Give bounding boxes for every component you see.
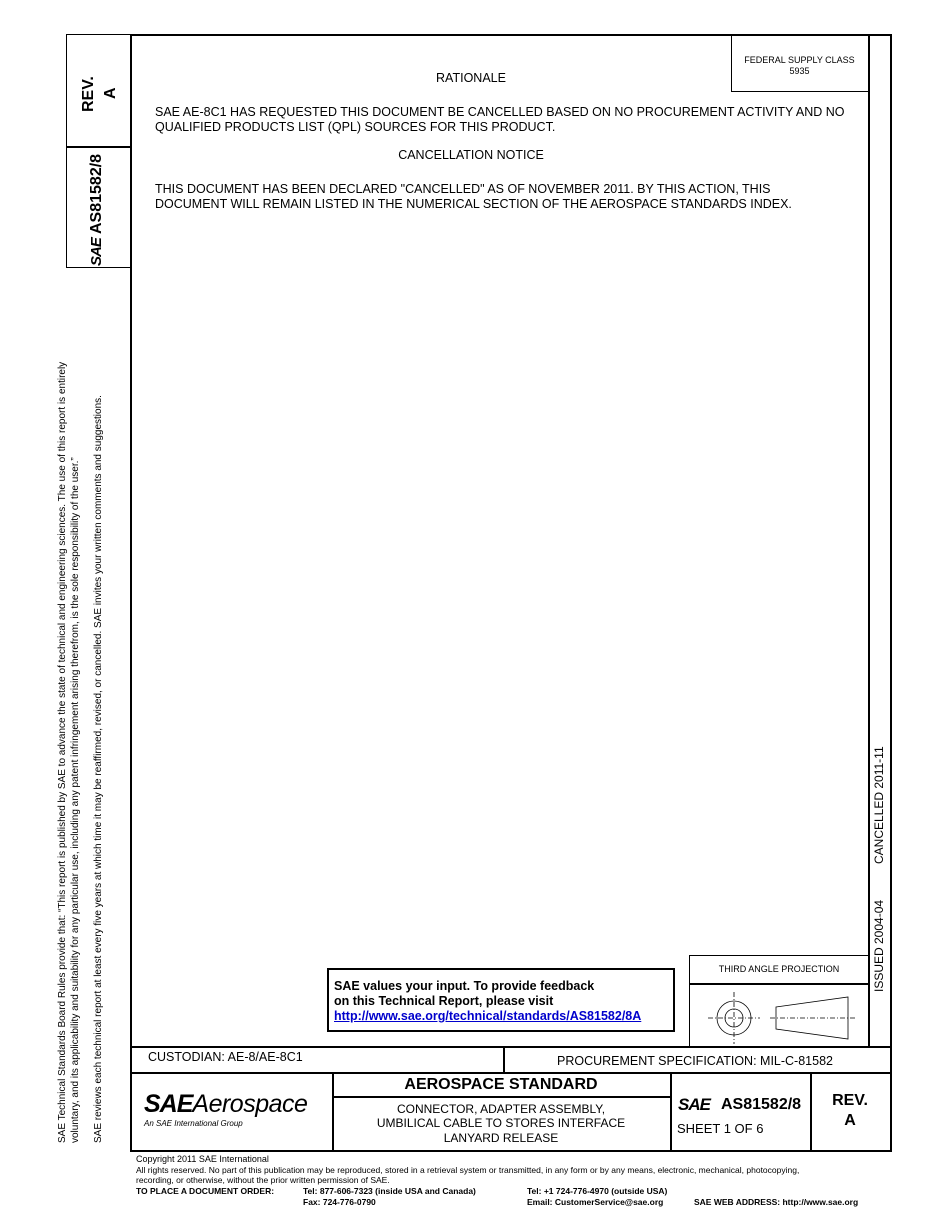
side-sae-logo: SAE xyxy=(88,238,105,266)
projection-symbol xyxy=(690,985,868,1047)
title-line1: CONNECTOR, ADAPTER ASSEMBLY, xyxy=(396,1102,606,1116)
cancellation-text-1: THIS DOCUMENT HAS BEEN DECLARED "CANCELLED" AS OF NOVEMBER 2011. BY THIS ACTION, THIS xyxy=(155,182,771,196)
footer-fax: Fax: 724-776-0790 xyxy=(303,1197,376,1207)
projection-label: THIRD ANGLE PROJECTION xyxy=(718,964,840,974)
procurement-spec: PROCUREMENT SPECIFICATION: MIL-C-81582 xyxy=(557,1054,833,1068)
frame-left xyxy=(130,34,132,1152)
title-rev-label: REV. xyxy=(832,1092,868,1109)
title-doc-number: AS81582/8 xyxy=(721,1096,802,1113)
title-rev-value: A xyxy=(844,1112,856,1129)
footer-web: SAE WEB ADDRESS: http://www.sae.org xyxy=(694,1197,859,1207)
feedback-line2: on this Technical Report, please visit xyxy=(334,994,554,1008)
logo-tagline: An SAE International Group xyxy=(144,1119,243,1128)
footer-copyright: Copyright 2011 SAE International xyxy=(136,1154,269,1164)
footer-tel-usa: Tel: 877-606-7323 (inside USA and Canada) xyxy=(303,1186,476,1196)
sheet-number: SHEET 1 OF 6 xyxy=(677,1121,764,1136)
feedback-line1: SAE values your input. To provide feedback xyxy=(334,979,595,993)
side-rev-label: REV. xyxy=(80,76,97,112)
feedback-content xyxy=(334,979,641,1024)
title-sae-logo: SAE xyxy=(678,1095,710,1114)
footer-order-label: TO PLACE A DOCUMENT ORDER: xyxy=(136,1186,275,1196)
footer-email: Email: CustomerService@sae.org xyxy=(527,1197,664,1207)
rationale-text-1: SAE AE-8C1 HAS REQUESTED THIS DOCUMENT BE CANCELLED BASED ON NO PROCUREMENT ACTIVITY AND NO xyxy=(155,105,845,119)
rationale-heading: RATIONALE xyxy=(436,71,506,85)
title-heading: AEROSPACE STANDARD xyxy=(404,1076,598,1093)
frame-right-inner xyxy=(868,34,870,1046)
footer-rights-2: recording, or otherwise, without the prior written permission of SAE. xyxy=(136,1175,390,1185)
custodian-top-line xyxy=(130,1046,892,1048)
side-rev-box xyxy=(66,34,132,148)
footer-tel-outside: Tel: +1 724-776-4970 (outside USA) xyxy=(527,1186,668,1196)
cancelled-date: CANCELLED 2011-11 xyxy=(872,746,886,864)
title-num-divider xyxy=(670,1072,672,1152)
title-bottom-line xyxy=(130,1150,892,1152)
title-line3: LANYARD RELEASE xyxy=(443,1131,559,1145)
federal-supply-label: FEDERAL SUPPLY CLASS xyxy=(744,55,855,65)
legal-notice-line2: voluntary, and its applicability and suitability for any particular use, including any patent infringement arising therefrom, is the sole responsibility of the user.” xyxy=(70,457,81,1143)
custodian-text: CUSTODIAN: AE-8/AE-8C1 xyxy=(148,1050,303,1064)
logo-aerospace: Aerospace xyxy=(192,1090,308,1118)
rationale-text-2: QUALIFIED PRODUCTS LIST (QPL) SOURCES FOR THIS PRODUCT. xyxy=(155,120,556,134)
frame-right-outer xyxy=(890,34,892,1152)
side-rev-value: A xyxy=(102,87,119,99)
side-doc-number: AS81582/8 xyxy=(88,153,105,234)
federal-supply-code: 5935 xyxy=(789,66,810,76)
cancellation-text-2: DOCUMENT WILL REMAIN LISTED IN THE NUMERICAL SECTION OF THE AEROSPACE STANDARDS INDEX. xyxy=(155,197,792,211)
footer-rights-1: All rights reserved. No part of this publication may be reproduced, stored in a retrieval system or transmitted, in any form or by any means, electronic, mechanical, photocopying, xyxy=(136,1165,800,1175)
review-notice: SAE reviews each technical report at least every five years at which time it may be reaffirmed, revised, or cancelled. SAE invites your written comments and suggestions. xyxy=(93,395,104,1143)
feedback-link[interactable]: http://www.sae.org/technical/standards/AS81582/8A xyxy=(334,1009,642,1023)
cancellation-heading: CANCELLATION NOTICE xyxy=(398,148,544,162)
custodian-bottom-line xyxy=(130,1072,892,1074)
title-line2: UMBILICAL CABLE TO STORES INTERFACE xyxy=(376,1116,626,1130)
logo-sae: SAE xyxy=(144,1090,193,1118)
issued-date: ISSUED 2004-04 xyxy=(872,899,886,992)
custodian-divider xyxy=(503,1046,505,1072)
legal-notice-line1: SAE Technical Standards Board Rules provide that: “This report is published by SAE to advance the state of technical and engineering sciences. The use of this report is entirely xyxy=(57,361,68,1143)
sae-aerospace-logo xyxy=(144,1090,307,1119)
title-heading-divider xyxy=(332,1096,670,1098)
